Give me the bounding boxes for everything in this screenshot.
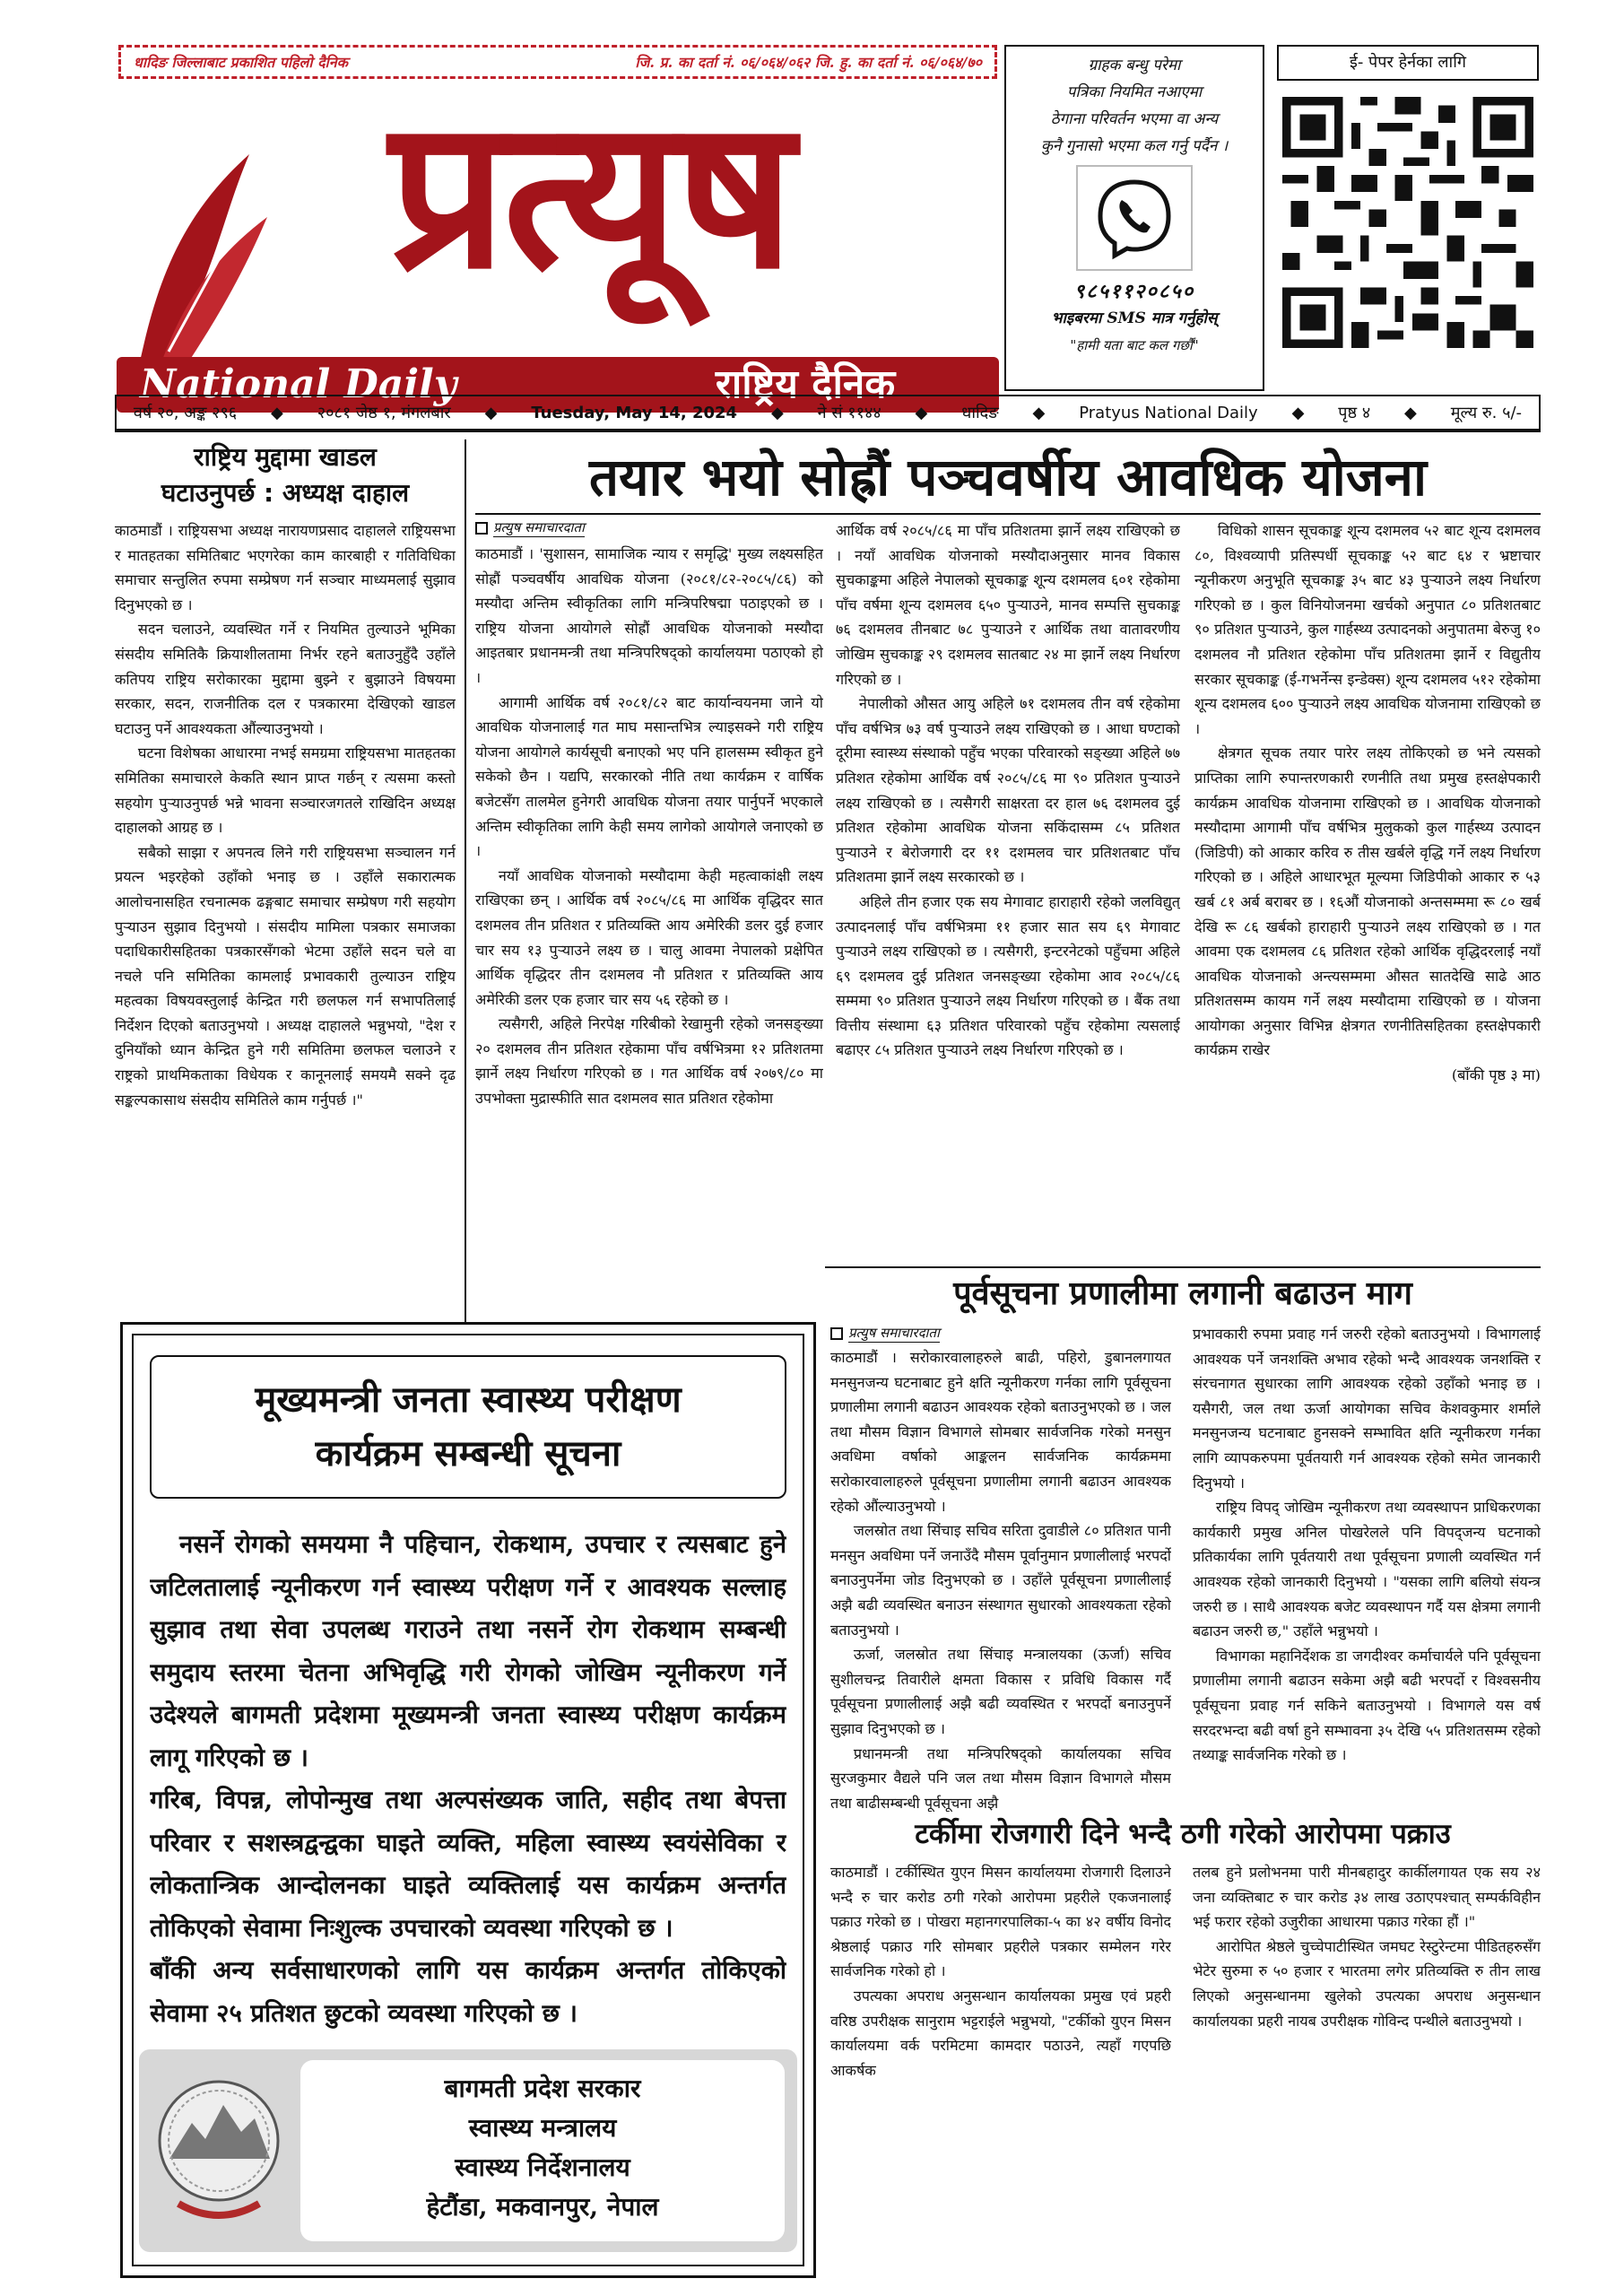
- main-headline: तयार भयो सोह्रौं पञ्चवर्षीय आवधिक योजना: [588, 447, 1428, 508]
- phone-number: ९८५११२०८५०: [1073, 280, 1195, 303]
- notice-line: ग्राहक बन्धु परेमा: [1088, 57, 1181, 74]
- paragraph: त्यसैगरी, अहिले निरपेक्ष गरिबीको रेखामुनी रहेको जनसङ्ख्या २० दशमलव तीन प्रतिशत रहेकामा पाँच वर्षभित्रमा १२ प्रतिशतमा झार्ने लक्ष्य निर्धारण गरिएको छ । गत आर्थिक वर्ष २०७९/८० मा उपभोक्ता मुद्रास्फीति सात दशमलव सात प्रतिशत रहेकोमा: [475, 1015, 823, 1108]
- logo: [115, 75, 999, 414]
- paragraph: आरोपित श्रेष्ठले चुच्चेपाटीस्थित जमघट रेस्टुरेन्टमा पीडितहरुसँग भेटेर सुरुमा रु ५० हजार र भारतमा लगेर प्रतिव्यक्ति रु तीन लाख लिएको अनुसन्धानमा खुलेको उपत्यका अपराध अनुसन्धान कार्यालयका प्रहरी नायब उपरीक्षक गोविन्द पन्थीले बताउनुभयो ।: [1193, 1937, 1541, 2030]
- paragraph: तलब हुने प्रलोभनमा पारी मीनबहादुर कार्कीलगायत एक सय २४ जना व्यक्तिबाट रु चार करोड ३४ लाख उठाएपश्चात् सम्पर्कविहीन भई फरार रहेको उजुरीका आधारमा पक्राउ गरेका हौं ।": [1193, 1864, 1541, 1931]
- second-story-col-2: [1193, 1322, 1541, 1812]
- paragraph: नेपालीको औसत आयु अहिले ७१ दशमलव तीन वर्ष रहेकोमा पाँच वर्षभित्र ७३ वर्ष पुऱ्याउने लक्ष्य राखिएको छ । आधा घण्टाको दूरीमा स्वास्थ्य संस्थाको पहुँच भएका परिवारको सङ्ख्या अहिले ७७ प्रतिशत रहेकोमा आर्थिक वर्ष २०८५/८६ मा ९० प्रतिशत पुऱ्याउने लक्ष्य राखिएको छ । त्यसैगरी साक्षरता दर हाल ७६ दशमलव दुई प्रतिशत रहेकोमा आवधिक योजना सकिंदासम्म ८५ प्रतिशत पुऱ्याउने र बेरोजगारी दर ११ दशमलव चार प्रतिशतबाट पाँच प्रतिशतमा झार्ने लक्ष्य सरकारको छ ।: [836, 695, 1180, 886]
- paragraph: काठमाडौं । टर्कीस्थित युएन मिसन कार्यालयमा रोजगारी दिलाउने भन्दै रु चार करोड ठगी गरेको आरोपमा प्रहरीले एकजनालाई पक्राउ गरेको छ । पोखरा महानगरपालिका-५ का ४२ वर्षीय विनोद श्रेष्ठलाई पक्राउ गरि सोमबार प्रहरीले पत्रकार सम्मेलन गरेर सार्वजनिक गरेको हो ।: [830, 1864, 1171, 1980]
- ad-title-line-1: मूख्यमन्त्री जनता स्वास्थ्य परीक्षण: [255, 1378, 682, 1421]
- nepal-sambat: ने सं ११४४: [817, 404, 881, 422]
- government-emblem-icon: [152, 2069, 286, 2231]
- english-date: Tuesday, May 14, 2024: [531, 403, 738, 422]
- ad-footer-line: बागमती प्रदेश सरकार: [444, 2074, 641, 2103]
- notice-line: पत्रिका नियमित नआएमा: [1066, 83, 1203, 101]
- paragraph: विधिको शासन सूचकाङ्क शून्य दशमलव ५२ बाट शून्य दशमलव ८०, विश्वव्यापी प्रतिस्पर्धी सूचकाङ्क ५२ बाट ६४ र भ्रष्टाचार न्यूनीकरण अनुभूति सूचकाङ्क ३५ बाट ४३ पुऱ्याउने लक्ष्य निर्धारण गरिएको छ । कुल विनियोजनमा खर्चको अनुपात ८० प्रतिशतबाट ९० प्रतिशत पुऱ्याउने, कुल गार्हस्थ्य उत्पादनको अनुपातमा बेरुजु १० दशमलव नौ प्रतिशत रहेकोमा पाँच प्रतिशतमा झार्ने र विद्युतीय सरकार सूचकाङ्क (ई-गभर्नेन्स इन्डेक्स) शून्य दशमलव ५१२ रहेकोमा शून्य दशमलव ६०० पुऱ्याउने लक्ष्य आवधिक योजनामा राखिएको छ ।: [1194, 522, 1541, 737]
- paragraph: घटना विशेषका आधारमा नभई समग्रमा राष्ट्रियसभा मातहतका समितिका समाचारले केकति स्थान प्राप्त गर्छन् र त्यसमा कस्तो सहयोग पुऱ्याउनुपर्छ भन्ने भावना सञ्चारजगतले राखिदिन अध्यक्ष दाहालको आग्रह छ ।: [115, 744, 456, 837]
- ad-footer-line: हेटौंडा, मकवानपुर, नेपाल: [426, 2192, 659, 2222]
- paragraph: क्षेत्रगत सूचक तयार पारेर लक्ष्य तोकिएको छ भने त्यसको प्राप्तिका लागि रुपान्तरणकारी रणनीति तथा प्रमुख हस्तक्षेपकारी कार्यक्रम आवधिक योजनामा राखिएको छ । आवधिक योजनाको मस्यौदामा आगामी पाँच वर्षभित्र मुलुकको कुल गार्हस्थ्य उत्पादन (जिडिपी) को आकार करिव रु तीस खर्बले वृद्धि गर्ने लक्ष्य निर्धारण गरिएको छ । अहिले आधारभूत मूल्यमा जिडिपीको आकार रु ५३ खर्ब ८१ अर्ब बराबर छ । १६औं योजनाको अन्तसम्ममा रू ८० खर्ब देखि रू ८६ खर्बको हाराहारी पुऱ्याउने लक्ष्य राखिएको छ । गत आवमा एक दशमलव ८६ प्रतिशत रहेको आर्थिक वृद्धिदरलाई नयाँ आवधिक योजनाको अन्त्यसम्ममा औसत सातदेखि साढे आठ प्रतिशतसम्म कायम गर्ने लक्ष्य मस्यौदामा राखिएको छ । योजना आयोगका अनुसार विभिन्न क्षेत्रगत रणनीतिसहितका हस्तक्षेपकारी कार्यक्रम राखेर: [1194, 744, 1541, 1059]
- second-headline: पूर्वसूचना प्रणालीमा लगानी बढाउन माग: [953, 1275, 1412, 1312]
- viber-phone-icon: [1076, 165, 1193, 271]
- page-number: पृष्ठ ४: [1338, 404, 1371, 422]
- paragraph: उपत्यका अपराध अनुसन्धान कार्यालयका प्रमुख एवं प्रहरी वरिष्ठ उपरीक्षक सानुराम भट्टराईले भन्नुभयो, "टर्कीको युएन मिसन कार्यालयमा वर्क परमिटमा कामदार पठाउने, त्यहाँ गएपछि आकर्षक: [830, 1987, 1171, 2079]
- volume-issue: वर्ष २०, अङ्क २९६: [133, 404, 238, 422]
- main-story-col-2: [836, 518, 1180, 1324]
- paragraph: काठमाडौं । राष्ट्रियसभा अध्यक्ष नारायणप्रसाद दाहालले राष्ट्रियसभा र मातहतका समितिबाट भएगरेका काम कारबाही र गतिविधिका समाचार सन्तुलित रुपमा सम्प्रेषण गर्न सञ्चार माध्यमलाई सुझाव दिनुभएको छ ।: [115, 522, 456, 613]
- notice-line: कुनै गुनासो भएमा कल गर्नु पर्दैन ।: [1040, 137, 1229, 155]
- paragraph: नयाँ आवधिक योजनाको मस्यौदामा केही महत्वाकांक्षी लक्ष्य राखिएका छन् । आर्थिक वर्ष २०८५/८६ मा आर्थिक वृद्धिदर सात दशमलव तीन प्रतिशत र प्रतिव्यक्ति आय अमेरिकी डलर दुई हजार चार सय १३ पुऱ्याउने लक्ष्य छ । चालु आवमा नेपालको प्रक्षेपित आर्थिक वृद्धिदर तीन दशमलव नौ प्रतिशत र प्रतिव्यक्ति आय अमेरिकी डलर एक हजार चार सय ५६ रहेको छ ।: [475, 866, 823, 1008]
- ad-footer-line: स्वास्थ्य निर्देशनालय: [455, 2152, 630, 2182]
- section-rule: [825, 1266, 1541, 1268]
- paragraph: ऊर्जा, जलस्रोत तथा सिंचाइ मन्त्रालयका (ऊर्जा) सचिव सुशीलचन्द्र तिवारीले क्षमता विकास र प्रविधि विकास गर्दै पूर्वसूचना प्रणालीलाई अझै बढी व्यवस्थित र भरपर्दो बनाउनुपर्ने सुझाव दिनुभएको छ ।: [830, 1646, 1171, 1737]
- notice-line: ठेगाना परिवर्तन भएमा वा अन्य: [1050, 110, 1219, 128]
- third-story-col-2: [1193, 1860, 1541, 2255]
- paragraph: अहिले तीन हजार एक सय मेगावाट हाराहारी रहेको जलविद्युत् उत्पादनलाई पाँच वर्षभित्रमा ११ हजार सात सय ६९ मेगावाट पुऱ्याउने लक्ष्य राखिएको छ । त्यसैगरी, इन्टरनेटको पहुँचमा अहिले ६९ दशमलव दुई प्रतिशत जनसङ्ख्या रहेकोमा आव २०८५/८६ सम्ममा ९० प्रतिशत पुऱ्याउने लक्ष्य निर्धारण गरिएको छ । बैंक तथा वित्तीय संस्थामा ६३ प्रतिशत परिवारको पहुँच रहेकोमा त्यसलाई बढाएर ८५ प्रतिशत पुऱ्याउने लक्ष्य निर्धारण गरिएको छ ।: [836, 892, 1180, 1059]
- logo-title: प्रत्यूष: [389, 75, 791, 315]
- qr-code-icon: [1282, 97, 1533, 348]
- second-story-col-1: [830, 1345, 1171, 1812]
- ad-body: [150, 1524, 786, 2031]
- sms-instruction: भाइबरमा SMS मात्र गर्नुहोस्: [1051, 309, 1218, 327]
- left-story-headline-2: घटाउनुपर्छ : अध्यक्ष दाहाल: [161, 478, 410, 508]
- left-story: [115, 439, 456, 1336]
- ad-paragraph: नसर्ने रोगको समयमा नै पहिचान, रोकथाम, उपचार र त्यसबाट हुने जटिलतालाई न्यूनीकरण गर्न स्वास्थ्य परीक्षण गर्ने र आवश्यक सल्लाह सुझाव तथा सेवा उपलब्ध गराउने तथा नसर्ने रोग रोकथाम सम्बन्धी समुदाय स्तरमा चेतना अभिवृद्धि गरी रोगको जोखिम न्यूनीकरण गर्ने उदेश्यले बागमती प्रदेशमा मूख्यमन्त्री जनता स्वास्थ्य परीक्षण कार्यक्रम लागू गरिएको छ ।: [150, 1530, 786, 1772]
- ad-paragraph: गरिब, विपन्न, लोपोन्मुख तथा अल्पसंख्यक जाति, सहीद तथा बेपत्ता परिवार र सशस्त्रद्वन्द्वका घाइते व्यक्ति, महिला स्वास्थ्य स्वयंसेविका र लोकतान्त्रिक आन्दोलनका घाइते व्यक्तिलाई यस कार्यक्रम अन्तर्गत तोकिएको सेवामा निःशुल्क उपचारको व्यवस्था गरिएको छ ।: [150, 1786, 786, 1943]
- third-story-col-1: [830, 1860, 1171, 2255]
- ad-footer-text: [300, 2060, 785, 2241]
- epaper-box: [1277, 45, 1539, 391]
- third-headline: टर्कीमा रोजगारी दिने भन्दै ठगी गरेको आरोपमा पक्राउ: [915, 1818, 1451, 1850]
- paragraph: काठमाडौं । 'सुशासन, सामाजिक न्याय र समृद्धि' मुख्य लक्ष्यसहित सोह्रौं पञ्चवर्षीय आवधिक योजना (२०८१/८२-२०८५/८६) को मस्यौदा अन्तिम स्वीकृतिका लागि मन्त्रिपरिषद्मा पठाइएको छ । राष्ट्रिय योजना आयोगले सोह्रौं आवधिक योजनाको मस्यौदा आइतबार प्रधानमन्त्री तथा मन्त्रिपरिषद्को कार्यालयमा पठाएको हो ।: [475, 545, 823, 686]
- ad-footer-line: स्वास्थ्य मन्त्रालय: [468, 2113, 617, 2143]
- nepali-date: २०८१ जेष्ठ १, मंगलबार: [317, 404, 451, 422]
- dateline: वर्ष २०, अङ्क २९६ ◆ २०८१ जेष्ठ १, मंगलबार ◆ Tuesday, May 14, 2024 ◆ ने सं ११४४ ◆ धादिङ ◆ Pratyus National Daily ◆ पृष्ठ ४ ◆ मूल्य रु. ५/-: [115, 395, 1541, 432]
- registration-number: जि. प्र. का दर्ता नं. ०६/०६४/०६२ जि. हु. का दर्ता नं. ०६/०६४/७०: [635, 54, 982, 71]
- paragraph: सदन चलाउने, व्यवस्थित गर्ने र नियमित तुल्याउने भूमिका संसदीय समितिकै क्रियाशीलतामा निर्भर रहने बताउनुहुँदै उहाँले कतिपय राष्ट्रिय सरोकारका मुद्दामा बुझ्ने र बुझाउने विषयमा सरकार, सदन, राजनीतिक दल र पत्रकारमा देखिएको खाडल घटाउनु पर्ने आवश्यकता औंल्याउनुभयो ।: [115, 621, 456, 737]
- price: मूल्य रु. ५/-: [1450, 404, 1523, 422]
- main-byline: प्रत्युष समाचारदाता: [475, 518, 585, 537]
- second-byline: प्रत्युष समाचारदाता: [830, 1324, 940, 1343]
- ad-footer: [139, 2049, 797, 2252]
- first-daily-label: धादिङ जिल्लाबाट प्रकाशित पहिलो दैनिक: [134, 54, 348, 71]
- paper-name: Pratyus National Daily: [1079, 403, 1258, 422]
- masthead: [115, 36, 1541, 413]
- paragraph: राष्ट्रिय विपद् जोखिम न्यूनीकरण तथा व्यवस्थापन प्राधिकरणका कार्यकारी प्रमुख अनिल पोखरेलले पनि विपद्जन्य घटनाको प्रतिकार्यका लागि पूर्वतयारी तथा पूर्वसूचना प्रणाली व्यवस्थित गर्न आवश्यक रहेको जानकारी दिनुभयो । "यसका लागि बलियो संयन्त्र जरुरी छ । साथै आवश्यक बजेट व्यवस्थापन गर्दै यस क्षेत्रमा लगानी बढाउन जरुरी छ," उहाँले भन्नुभयो ।: [1193, 1499, 1541, 1640]
- main-story-col-1: [475, 542, 823, 1324]
- epaper-label: ई- पेपर हेर्नका लागि: [1277, 45, 1539, 81]
- logo-english: National Daily: [140, 361, 457, 407]
- column-rule: [465, 439, 466, 1323]
- paragraph: आर्थिक वर्ष २०८५/८६ मा पाँच प्रतिशतमा झार्ने लक्ष्य राखिएको छ । नयाँ आवधिक योजनाको मस्यौदाअनुसार मानव विकास सुचकाङ्कमा अहिले नेपालको सूचकाङ्क शून्य दशमलव ६०१ रहेकोमा पाँच वर्षमा शून्य दशमलव ६५० पुऱ्याउने, मानव सम्पत्ति सुचकाङ्क ७६ दशमलव तीनबाट ७८ पुऱ्याउने र आर्थिक तथा वातावरणीय जोखिम सुचकाङ्क २९ दशमलव सातबाट २४ मा झार्ने लक्ष्य निर्धारण गरिएको छ ।: [836, 522, 1180, 688]
- paragraph: विभागका महानिर्देशक डा जगदीश्वर कर्माचार्यले पनि पूर्वसूचना प्रणालीमा लगानी बढाउन सकेमा अझै बढी भरपर्दो र विश्वसनीय पूर्वसूचना प्रवाह गर्न सकिने बताउनुभयो । विभागले यस वर्ष सरदरभन्दा बढी वर्षा हुने सम्भावना ३५ देखि ५५ प्रतिशतसम्म रहेको तथ्याङ्क सार्वजनिक गरेको छ ।: [1193, 1647, 1541, 1764]
- subscriber-notice: [1004, 45, 1264, 391]
- left-story-headline-1: राष्ट्रिय मुद्दामा खाडल: [194, 442, 377, 472]
- ad-title-line-2: कार्यक्रम सम्बन्धी सूचना: [315, 1432, 621, 1474]
- logo-nepali: राष्ट्रिय दैनिक: [715, 361, 896, 407]
- ad-title-box: [150, 1355, 786, 1499]
- main-story-col-3: [1194, 518, 1541, 1324]
- paragraph: प्रभावकारी रुपमा प्रवाह गर्न जरुरी रहेको बताउनुभयो । विभागलाई आवश्यक पर्ने जनशक्ति अभाव रहेको भन्दै आवश्यक जनशक्ति र संरचनागत सुधारका लागि आवश्यक रहेको उहाँको भनाइ छ । यसैगरी, जल तथा ऊर्जा आयोगका सचिव केशवकुमार शर्माले मनसुनजन्य घटनाबाट हुनसक्ने सम्भावित क्षति न्यूनीकरण गर्नका लागि व्यापकरुपमा पूर्वतयारी गर्न आवश्यक रहेको समेत जानकारी दिनुभयो ।: [1193, 1326, 1541, 1492]
- paragraph: सबैको साझा र अपनत्व लिने गरी राष्ट्रियसभा सञ्चालन गर्न प्रयत्न भइरहेको उहाँको भनाइ छ । उहाँले सकारात्मक आलोचनासहित रचनात्मक ढङ्गबाट समाचार सम्प्रेषण गरी सहयोग पुऱ्याउन सुझाव दिनुभयो । संसदीय मामिला पत्रकार समाजका पदाधिकारीसहितका पत्रकारसँगको भेटमा उहाँले सदन चले वा नचले पनि समितिका कामलाई प्रभावकारी तुल्याउन राष्ट्रिय महत्वका विषयवस्तुलाई केन्द्रित गरी छलफल गर्न सभापतिलाई निर्देशन दिएको बताउनुभयो । अध्यक्ष दाहालले भन्नुभयो, "देश र दुनियाँको ध्यान केन्द्रित हुने गरी समितिमा छलफल चलाउने र राष्ट्रको प्राथमिकताका विधेयक र कानूनलाई समयमै सक्ने दृढ सङ्कल्पकासाथ संसदीय समितिले काम गर्नुपर्छ ।": [115, 843, 456, 1109]
- health-notice-ad: [120, 1322, 816, 2278]
- paragraph: प्रधानमन्त्री तथा मन्त्रिपरिषद्को कार्यालयका सचिव सुरजकुमार वैद्यले पनि जल तथा मौसम विज्ञान विभागले मौसम तथा बाढीसम्बन्धी पूर्वसूचना अझै: [830, 1744, 1171, 1812]
- left-story-body: [115, 518, 456, 1326]
- paragraph: काठमाडौं । सरोकारवालाहरुले बाढी, पहिरो, डुबानलगायत मनसुनजन्य घटनाबाट हुने क्षति न्यूनीकरण गर्नका लागि पूर्वसूचना प्रणालीमा लगानी बढाउन आवश्यक रहेको बताउनुभएको छ । जल तथा मौसम विज्ञान विभागले सोमबार सार्वजनिक गरेको मनसुन अवधिमा वर्षाको आङ्कलन सार्वजनिक कार्यक्रममा सरोकारवालाहरुले पूर्वसूचना प्रणालीमा लगानी बढाउन आवश्यक रहेको औंल्याउनुभयो ।: [830, 1349, 1171, 1515]
- continued-notice: (बाँकी पृष्ठ ३ मा): [1451, 1066, 1541, 1084]
- slogan: "हामी यता बाट कल गर्छौं": [1070, 337, 1199, 353]
- place: धादिङ: [961, 404, 999, 422]
- headline-rule: [475, 513, 1541, 515]
- paragraph: आगामी आर्थिक वर्ष २०८१/८२ बाट कार्यान्वयनमा जाने यो आवधिक योजनालाई गत माघ मसान्तभित्र ल्याइसक्ने गरी राष्ट्रिय योजना आयोगले कार्यसूची बनाएको भए पनि हालसम्म स्वीकृत हुने सकेको छैन । यद्यपि, सरकारको नीति तथा कार्यक्रम र वार्षिक बजेटसँग तालमेल हुनेगरी आवधिक योजना तयार पार्नुपर्ने भएकाले अन्तिम स्वीकृतिका लागि केही समय लागेको आयोगले जनाएको छ ।: [475, 693, 823, 860]
- ad-paragraph: बाँकी अन्य सर्वसाधारणको लागि यस कार्यक्रम अन्तर्गत तोकिएको सेवामा २५ प्रतिशत छुटको व्यवस्था गरिएको छ ।: [150, 1956, 786, 2028]
- paragraph: जलस्रोत तथा सिंचाइ सचिव सरिता दुवाडीले ८० प्रतिशत पानी मनसुन अवधिमा पर्ने जनाउँदै मौसम पूर्वानुमान प्रणालीलाई भरपर्दो बनाउनुपर्नेमा जोड दिनुभएको छ । उहाँले पूर्वसूचना प्रणालीलाई अझै बढी व्यवस्थित बनाउन संस्थागत सुधारको आवश्यकता रहेको बताउनुभयो ।: [830, 1522, 1171, 1639]
